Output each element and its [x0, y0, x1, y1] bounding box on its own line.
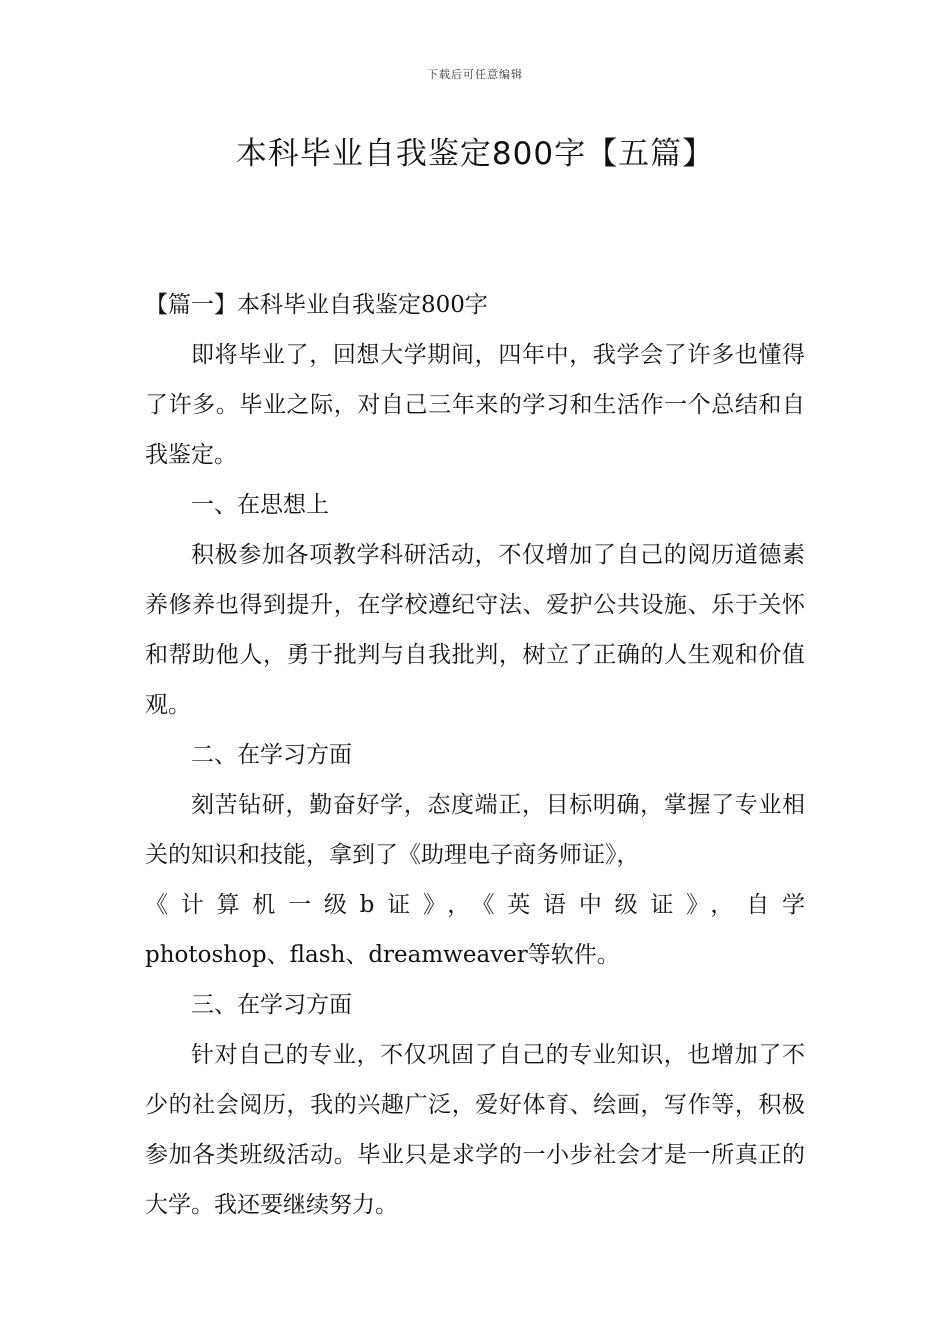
subheading-thought: 一、在思想上 — [191, 492, 329, 518]
intro-paragraph: 即将毕业了，回想大学期间，四年中，我学会了许多也懂得了许多。毕业之际，对自己三年来的学习和生活作一个总结和自我鉴定。 — [145, 342, 805, 468]
subheading-study: 二、在学习方面 — [191, 742, 352, 768]
thought-paragraph: 积极参加各项教学科研活动，不仅增加了自己的阅历道德素养修养也得到提升，在学校遵纪守法、爱护公共设施、乐于关怀和帮助他人，勇于批判与自我批判，树立了正确的人生观和价值观。 — [145, 542, 805, 718]
document-body — [145, 280, 805, 1230]
section-heading: 【篇一】本科毕业自我鉴定800字 — [145, 292, 488, 318]
study-paragraph-line1: 刻苦钻研，勤奋好学，态度端正，目标明确，掌握了专业相关的知识和技能，拿到了《助理电子商务师证》， — [145, 792, 805, 868]
study-paragraph-line2: 《计算机一级b证》，《英语中级证》，自学 — [145, 892, 805, 918]
study-paragraph-2: 针对自己的专业，不仅巩固了自己的专业知识，也增加了不少的社会阅历，我的兴趣广泛，爱好体育、绘画，写作等，积极参加各类班级活动。毕业只是求学的一小步社会才是一所真正的大学。我还要继续努力。 — [145, 1042, 805, 1218]
subheading-study-2: 三、在学习方面 — [191, 992, 352, 1018]
header-note: 下载后可任意编辑 — [427, 68, 523, 81]
document-title: 本科毕业自我鉴定800字【五篇】 — [235, 136, 715, 172]
study-paragraph-line3: photoshop、flash、dreamweaver等软件。 — [145, 942, 620, 968]
